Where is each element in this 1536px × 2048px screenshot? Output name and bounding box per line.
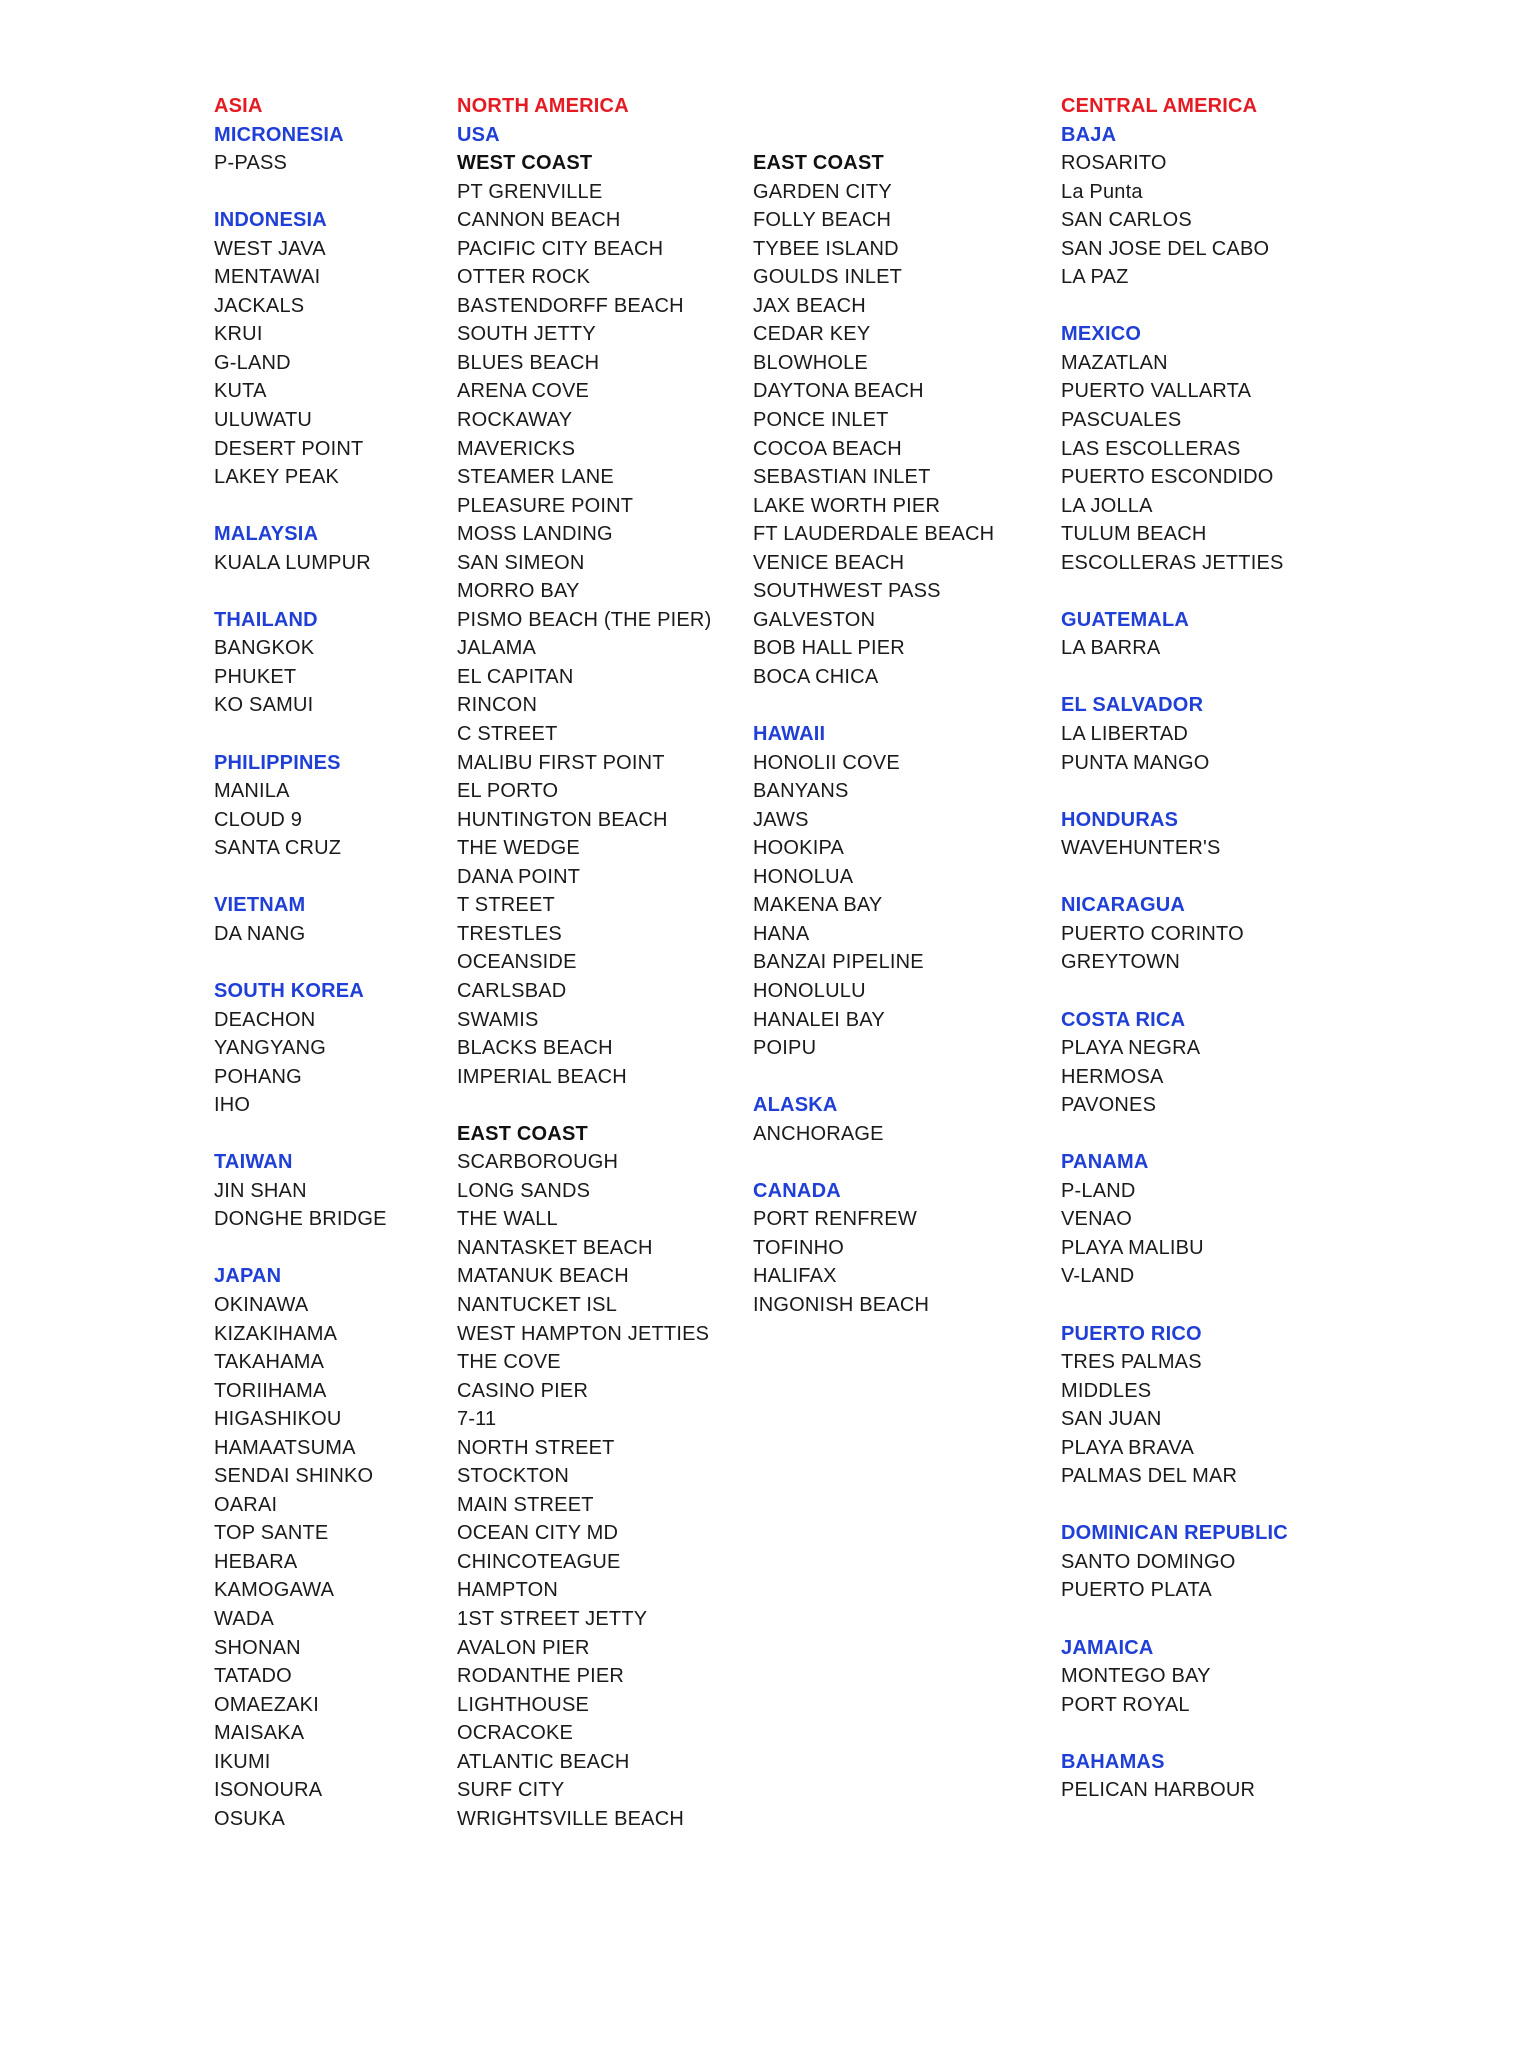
surf-spot: OARAI (214, 1493, 278, 1516)
surf-spot: LAS ESCOLLERAS (1061, 437, 1241, 460)
surf-spot: La Punta (1061, 180, 1143, 203)
surf-spot: PLAYA BRAVA (1061, 1436, 1195, 1459)
spacer (753, 1148, 994, 1177)
surf-spot: TAKAHAMA (214, 1351, 325, 1374)
surf-spot: BLACKS BEACH (457, 1037, 613, 1060)
spacer (214, 863, 387, 892)
surf-spot: MAZATLAN (1061, 351, 1168, 374)
surf-spot: T STREET (457, 894, 555, 917)
surf-spot: SOUTHWEST PASS (753, 580, 941, 603)
country-heading: PHILIPPINES (214, 751, 341, 774)
surf-spot: TULUM BEACH (1061, 523, 1207, 546)
surf-spot: MAKENA BAY (753, 894, 883, 917)
surf-spot: THE COVE (457, 1351, 561, 1374)
spacer (1061, 292, 1288, 321)
surf-spot: SEBASTIAN INLET (753, 466, 931, 489)
surf-spot: PALMAS DEL MAR (1061, 1465, 1238, 1488)
surf-spot: CEDAR KEY (753, 323, 871, 346)
surf-spot: OCRACOKE (457, 1722, 574, 1745)
surf-spot: FT LAUDERDALE BEACH (753, 523, 995, 546)
subregion-heading: EAST COAST (457, 1122, 588, 1145)
surf-spot: BANZAI PIPELINE (753, 951, 924, 974)
surf-spot: MORRO BAY (457, 580, 580, 603)
region-heading: NORTH AMERICA (457, 95, 629, 117)
surf-spot: BOB HALL PIER (753, 637, 905, 660)
surf-spot: RINCON (457, 694, 538, 717)
surf-spot: HONOLULU (753, 979, 866, 1002)
surf-spot: EL CAPITAN (457, 665, 574, 688)
surf-spot: ULUWATU (214, 409, 313, 432)
surf-spot: GOULDS INLET (753, 266, 903, 289)
surf-spot: TOP SANTE (214, 1522, 329, 1545)
surf-spot: DONGHE BRIDGE (214, 1208, 387, 1231)
surf-spot: KUALA LUMPUR (214, 551, 371, 574)
surf-spot: STEAMER LANE (457, 466, 614, 489)
country-heading: ALASKA (753, 1094, 838, 1117)
surf-spot: IKUMI (214, 1750, 271, 1773)
surf-spot: ARENA COVE (457, 380, 590, 403)
column-north-america-1 (457, 92, 711, 1833)
surf-spot: MAISAKA (214, 1722, 305, 1745)
surf-spot: BANYANS (753, 780, 849, 803)
surf-spot: BANGKOK (214, 637, 315, 660)
surf-spot: OTTER ROCK (457, 266, 591, 289)
surf-spot: KIZAKIHAMA (214, 1322, 338, 1345)
spacer (214, 577, 387, 606)
spacer (214, 948, 387, 977)
surf-spot: SURF CITY (457, 1779, 565, 1802)
spacer (1061, 663, 1288, 692)
surf-spot: COCOA BEACH (753, 437, 902, 460)
surf-spot: PHUKET (214, 665, 297, 688)
surf-spot: PORT ROYAL (1061, 1693, 1190, 1716)
surf-spot: PAVONES (1061, 1094, 1157, 1117)
spacer (1061, 863, 1288, 892)
surf-spot: VENAO (1061, 1208, 1133, 1231)
surf-spot: MENTAWAI (214, 266, 321, 289)
surf-spot: OCEANSIDE (457, 951, 577, 974)
country-heading: EL SALVADOR (1061, 694, 1204, 717)
surf-spot: POHANG (214, 1065, 302, 1088)
surf-spot: TRES PALMAS (1061, 1351, 1202, 1374)
country-heading: INDONESIA (214, 209, 327, 232)
surf-spot: GALVESTON (753, 608, 876, 631)
surf-spot: PACIFIC CITY BEACH (457, 237, 664, 260)
country-heading: MICRONESIA (214, 123, 344, 146)
surf-spot: CLOUD 9 (214, 808, 303, 831)
surf-spot: THE WEDGE (457, 837, 580, 860)
surf-spot: RODANTHE PIER (457, 1665, 625, 1688)
surf-spot: LA JOLLA (1061, 494, 1153, 517)
country-heading: PANAMA (1061, 1151, 1149, 1174)
surf-spot: LONG SANDS (457, 1179, 591, 1202)
surf-spot: CASINO PIER (457, 1379, 589, 1402)
spacer (214, 1234, 387, 1263)
surf-spot: PLAYA MALIBU (1061, 1236, 1204, 1259)
surf-spot: YANGYANG (214, 1037, 326, 1060)
surf-spot: MONTEGO BAY (1061, 1665, 1211, 1688)
country-heading: BAHAMAS (1061, 1750, 1165, 1773)
country-heading: SOUTH KOREA (214, 979, 364, 1002)
spacer (1061, 977, 1288, 1006)
country-heading: COSTA RICA (1061, 1008, 1186, 1031)
country-heading: BAJA (1061, 123, 1117, 146)
surf-spot: HANA (753, 922, 810, 945)
surf-spot: IMPERIAL BEACH (457, 1065, 627, 1088)
surf-spot: LA BARRA (1061, 637, 1161, 660)
spacer (1061, 777, 1288, 806)
surf-spot: HANALEI BAY (753, 1008, 885, 1031)
spacer (214, 1120, 387, 1149)
surf-spot: MAVERICKS (457, 437, 576, 460)
surf-spot: OCEAN CITY MD (457, 1522, 619, 1545)
surf-spot: PUNTA MANGO (1061, 751, 1210, 774)
surf-spot: JIN SHAN (214, 1179, 307, 1202)
surf-spot: V-LAND (1061, 1265, 1135, 1288)
surf-spot: KO SAMUI (214, 694, 314, 717)
surf-spot: FOLLY BEACH (753, 209, 892, 232)
surf-spot: JALAMA (457, 637, 537, 660)
surf-spot: LAKE WORTH PIER (753, 494, 941, 517)
country-heading: DOMINICAN REPUBLIC (1061, 1522, 1288, 1545)
column-asia (214, 92, 387, 1833)
surf-spot: MAIN STREET (457, 1493, 594, 1516)
surf-spot: BLOWHOLE (753, 351, 868, 374)
spacer (1061, 1605, 1288, 1634)
surf-spot: SOUTH JETTY (457, 323, 596, 346)
surf-spot: JAWS (753, 808, 809, 831)
surf-spot: 1ST STREET JETTY (457, 1607, 648, 1630)
spacer (753, 121, 994, 150)
surf-spot: HAMAATSUMA (214, 1436, 356, 1459)
surf-spot: WEST JAVA (214, 237, 326, 260)
surf-spot: SAN SIMEON (457, 551, 585, 574)
surf-spot: SENDAI SHINKO (214, 1465, 374, 1488)
surf-spot: ROSARITO (1061, 152, 1167, 175)
surf-spot: NANTUCKET ISL (457, 1293, 618, 1316)
surf-spot: ANCHORAGE (753, 1122, 884, 1145)
surf-spot: THE WALL (457, 1208, 558, 1231)
surf-spot: PUERTO PLATA (1061, 1579, 1212, 1602)
surf-spot: OKINAWA (214, 1293, 309, 1316)
spacer (753, 92, 994, 121)
country-heading: GUATEMALA (1061, 608, 1190, 631)
surf-spot: NANTASKET BEACH (457, 1236, 653, 1259)
surf-spot: HEBARA (214, 1550, 298, 1573)
spacer (753, 1063, 994, 1092)
surf-spot: LIGHTHOUSE (457, 1693, 590, 1716)
surf-spot: MALIBU FIRST POINT (457, 751, 665, 774)
surf-spot: SAN JUAN (1061, 1408, 1162, 1431)
surf-spot: GREYTOWN (1061, 951, 1181, 974)
surf-spot: ESCOLLERAS JETTIES (1061, 551, 1284, 574)
surf-spot: PUERTO VALLARTA (1061, 380, 1252, 403)
surf-spot: VENICE BEACH (753, 551, 905, 574)
surf-spot: P-LAND (1061, 1179, 1136, 1202)
surf-spot: BOCA CHICA (753, 665, 879, 688)
surf-spot: HERMOSA (1061, 1065, 1164, 1088)
surf-spot: SANTA CRUZ (214, 837, 342, 860)
surf-spot: DEACHON (214, 1008, 316, 1031)
surf-spot: IHO (214, 1094, 251, 1117)
country-heading: JAMAICA (1061, 1636, 1154, 1659)
surf-spot: PASCUALES (1061, 409, 1182, 432)
surf-spot: BLUES BEACH (457, 351, 600, 374)
surf-spot: PLAYA NEGRA (1061, 1037, 1201, 1060)
surf-spot: GARDEN CITY (753, 180, 892, 203)
surf-spot: BASTENDORFF BEACH (457, 294, 684, 317)
country-heading: TAIWAN (214, 1151, 293, 1174)
surf-spot: MATANUK BEACH (457, 1265, 629, 1288)
country-heading: THAILAND (214, 608, 318, 631)
surf-spot: SWAMIS (457, 1008, 539, 1031)
surf-spot: STOCKTON (457, 1465, 569, 1488)
surf-spot: WADA (214, 1607, 275, 1630)
surf-spot: ISONOURA (214, 1779, 323, 1802)
spacer (1061, 1719, 1288, 1748)
surf-spot: PUERTO CORINTO (1061, 922, 1244, 945)
country-heading: PUERTO RICO (1061, 1322, 1202, 1345)
surf-spot: HOOKIPA (753, 837, 845, 860)
spacer (1061, 1120, 1288, 1149)
surf-spot: SAN CARLOS (1061, 209, 1192, 232)
surf-spot: PLEASURE POINT (457, 494, 634, 517)
surf-spot: SCARBOROUGH (457, 1151, 619, 1174)
surf-spot: WAVEHUNTER'S (1061, 837, 1221, 860)
spacer (753, 691, 994, 720)
surf-spot: JACKALS (214, 294, 305, 317)
subregion-heading: WEST COAST (457, 152, 593, 175)
surf-spot: ATLANTIC BEACH (457, 1750, 630, 1773)
surf-spot: MOSS LANDING (457, 523, 613, 546)
surf-spot: PISMO BEACH (THE PIER) (457, 608, 712, 631)
surf-spot: MANILA (214, 780, 290, 803)
surf-spot: PELICAN HARBOUR (1061, 1779, 1256, 1802)
surf-spot: TATADO (214, 1665, 292, 1688)
surf-spot: 7-11 (457, 1408, 497, 1431)
surf-spot: PUERTO ESCONDIDO (1061, 466, 1274, 489)
surf-spot: SANTO DOMINGO (1061, 1550, 1236, 1573)
surf-spot: WRIGHTSVILLE BEACH (457, 1807, 684, 1830)
surf-spot: KUTA (214, 380, 267, 403)
surf-spot: G-LAND (214, 351, 291, 374)
column-north-america-2 (753, 92, 994, 1320)
surf-spot: OMAEZAKI (214, 1693, 319, 1716)
spacer (1061, 577, 1288, 606)
surf-spot: CANNON BEACH (457, 209, 621, 232)
spacer (1061, 1491, 1288, 1520)
country-heading: HAWAII (753, 723, 826, 746)
country-heading: HONDURAS (1061, 808, 1179, 831)
surf-spot: CARLSBAD (457, 979, 567, 1002)
surf-spot: KRUI (214, 323, 263, 346)
country-heading: USA (457, 123, 500, 146)
spacer (214, 178, 387, 207)
spacer (214, 720, 387, 749)
country-heading: MEXICO (1061, 323, 1142, 346)
surf-spot: KAMOGAWA (214, 1579, 335, 1602)
region-heading: CENTRAL AMERICA (1061, 95, 1258, 117)
surf-spot: PT GRENVILLE (457, 180, 603, 203)
surf-spot: HALIFAX (753, 1265, 837, 1288)
surf-spot: HIGASHIKOU (214, 1408, 342, 1431)
surf-spot: DAYTONA BEACH (753, 380, 924, 403)
column-central-america (1061, 92, 1288, 1805)
surf-spot: INGONISH BEACH (753, 1293, 930, 1316)
country-heading: CANADA (753, 1179, 841, 1202)
surf-spot: TRESTLES (457, 922, 562, 945)
subregion-heading: EAST COAST (753, 152, 884, 175)
surf-spot: LAKEY PEAK (214, 466, 340, 489)
surf-spot: PORT RENFREW (753, 1208, 917, 1231)
surf-spot: TORIIHAMA (214, 1379, 327, 1402)
surf-spot: WEST HAMPTON JETTIES (457, 1322, 710, 1345)
surf-spot: POIPU (753, 1037, 817, 1060)
spacer (1061, 1291, 1288, 1320)
surf-spot: MIDDLES (1061, 1379, 1152, 1402)
country-heading: VIETNAM (214, 894, 306, 917)
surf-spot: TOFINHO (753, 1236, 845, 1259)
surf-spot: LA LIBERTAD (1061, 723, 1189, 746)
country-heading: MALAYSIA (214, 523, 319, 546)
surf-spot: DA NANG (214, 922, 306, 945)
surf-spot: CHINCOTEAGUE (457, 1550, 621, 1573)
region-heading: ASIA (214, 95, 263, 117)
surf-spot: P-PASS (214, 152, 288, 175)
surf-spot: NORTH STREET (457, 1436, 615, 1459)
surf-spot: ROCKAWAY (457, 409, 573, 432)
surf-spot: JAX BEACH (753, 294, 866, 317)
surf-spot: HONOLUA (753, 865, 854, 888)
surf-spot: SAN JOSE DEL CABO (1061, 237, 1270, 260)
surf-spot: SHONAN (214, 1636, 301, 1659)
country-heading: JAPAN (214, 1265, 282, 1288)
surf-spot: OSUKA (214, 1807, 286, 1830)
spacer (214, 492, 387, 521)
surf-spot: LA PAZ (1061, 266, 1129, 289)
surf-spot: EL PORTO (457, 780, 559, 803)
surf-spot: AVALON PIER (457, 1636, 590, 1659)
spacer (457, 1091, 711, 1120)
surf-spot: DESERT POINT (214, 437, 364, 460)
surf-spot: PONCE INLET (753, 409, 889, 432)
surf-spot: C STREET (457, 723, 558, 746)
country-heading: NICARAGUA (1061, 894, 1186, 917)
surf-spot: HUNTINGTON BEACH (457, 808, 668, 831)
surf-spot: HONOLII COVE (753, 751, 900, 774)
surf-spot: TYBEE ISLAND (753, 237, 899, 260)
surf-spot: HAMPTON (457, 1579, 559, 1602)
surf-spot: DANA POINT (457, 865, 581, 888)
